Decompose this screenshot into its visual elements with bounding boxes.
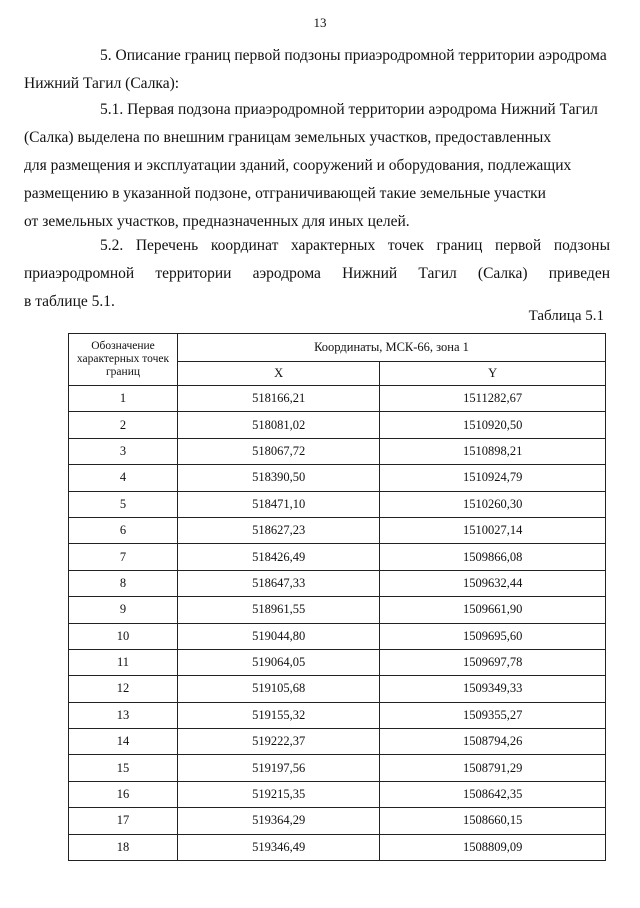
x-cell: 519215,35 (178, 781, 380, 807)
x-cell: 519155,32 (178, 702, 380, 728)
text-line: 5. Описание границ первой подзоны приаэродромной территории аэродрома (100, 47, 607, 64)
table-row (69, 386, 606, 412)
section-5-heading (24, 42, 610, 98)
x-cell: 518647,33 (178, 570, 380, 596)
y-cell: 1509697,78 (380, 649, 606, 675)
coordinates-table (68, 333, 606, 861)
y-cell: 1511282,67 (380, 386, 606, 412)
x-cell: 518081,02 (178, 412, 380, 438)
x-cell: 519064,05 (178, 649, 380, 675)
point-number-cell: 14 (69, 729, 178, 755)
point-number-cell: 16 (69, 781, 178, 807)
table-row (69, 729, 606, 755)
table-caption: Таблица 5.1 (528, 308, 604, 324)
table-row (69, 597, 606, 623)
text-line: 5.1. Первая подзона приаэродромной территории аэродрома Нижний Тагил (100, 101, 598, 118)
header-point-designation: Обозначение характерных точек границ (69, 334, 178, 386)
point-number-cell: 9 (69, 597, 178, 623)
table-row (69, 491, 606, 517)
x-cell: 518961,55 (178, 597, 380, 623)
y-cell: 1509866,08 (380, 544, 606, 570)
point-number-cell: 7 (69, 544, 178, 570)
point-number-cell: 2 (69, 412, 178, 438)
x-cell: 518426,49 (178, 544, 380, 570)
point-number-cell: 12 (69, 676, 178, 702)
point-number-cell: 1 (69, 386, 178, 412)
y-cell: 1510260,30 (380, 491, 606, 517)
table-row (69, 570, 606, 596)
point-number-cell: 18 (69, 834, 178, 860)
y-cell: 1509355,27 (380, 702, 606, 728)
y-cell: 1508794,26 (380, 729, 606, 755)
table-row (69, 544, 606, 570)
y-cell: 1509661,90 (380, 597, 606, 623)
section-5-1-paragraph (24, 96, 610, 236)
y-cell: 1510920,50 (380, 412, 606, 438)
table-row (69, 438, 606, 464)
text-line: в таблице 5.1. (24, 293, 115, 310)
x-cell: 519197,56 (178, 755, 380, 781)
y-cell: 1508642,35 (380, 781, 606, 807)
text-line: (Салка) выделена по внешним границам земельных участков, предоставленных (24, 129, 552, 146)
table-row (69, 781, 606, 807)
y-cell: 1508791,29 (380, 755, 606, 781)
table-row (69, 702, 606, 728)
table-row (69, 808, 606, 834)
point-number-cell: 4 (69, 465, 178, 491)
text-line: приаэродромной территории аэродрома Нижний Тагил (Салка) приведен (24, 265, 610, 282)
y-cell: 1508660,15 (380, 808, 606, 834)
x-cell: 519044,80 (178, 623, 380, 649)
x-cell: 519346,49 (178, 834, 380, 860)
point-number-cell: 17 (69, 808, 178, 834)
y-cell: 1510898,21 (380, 438, 606, 464)
point-number-cell: 11 (69, 649, 178, 675)
x-cell: 519364,29 (178, 808, 380, 834)
x-cell: 519222,37 (178, 729, 380, 755)
point-number-cell: 8 (69, 570, 178, 596)
header-y: Y (380, 362, 606, 386)
y-cell: 1508809,09 (380, 834, 606, 860)
text-line: от земельных участков, предназначенных для иных целей. (24, 213, 410, 230)
table-row (69, 676, 606, 702)
text-line: Нижний Тагил (Салка): (24, 75, 180, 92)
x-cell: 518067,72 (178, 438, 380, 464)
point-number-cell: 3 (69, 438, 178, 464)
point-number-cell: 5 (69, 491, 178, 517)
header-coordinates: Координаты, МСК-66, зона 1 (178, 334, 606, 362)
x-cell: 518627,23 (178, 517, 380, 543)
y-cell: 1509695,60 (380, 623, 606, 649)
point-number-cell: 6 (69, 517, 178, 543)
table-row (69, 623, 606, 649)
table-row (69, 517, 606, 543)
point-number-cell: 13 (69, 702, 178, 728)
table-body (69, 386, 606, 861)
y-cell: 1510924,79 (380, 465, 606, 491)
page-number: 13 (313, 15, 327, 30)
table-row (69, 755, 606, 781)
x-cell: 518390,50 (178, 465, 380, 491)
table-row (69, 649, 606, 675)
x-cell: 518471,10 (178, 491, 380, 517)
table-row (69, 834, 606, 860)
text-line: размещению в указанной подзоне, отграничивающей такие земельные участки (24, 185, 546, 202)
x-cell: 518166,21 (178, 386, 380, 412)
header-x: X (178, 362, 380, 386)
table-row (69, 412, 606, 438)
point-number-cell: 15 (69, 755, 178, 781)
table-row (69, 465, 606, 491)
y-cell: 1509349,33 (380, 676, 606, 702)
text-line: 5.2. Перечень координат характерных точек границ первой подзоны (100, 237, 610, 254)
point-number-cell: 10 (69, 623, 178, 649)
text-line: для размещения и эксплуатации зданий, сооружений и оборудования, подлежащих (24, 157, 572, 174)
section-5-2-paragraph (24, 232, 610, 316)
x-cell: 519105,68 (178, 676, 380, 702)
y-cell: 1509632,44 (380, 570, 606, 596)
y-cell: 1510027,14 (380, 517, 606, 543)
